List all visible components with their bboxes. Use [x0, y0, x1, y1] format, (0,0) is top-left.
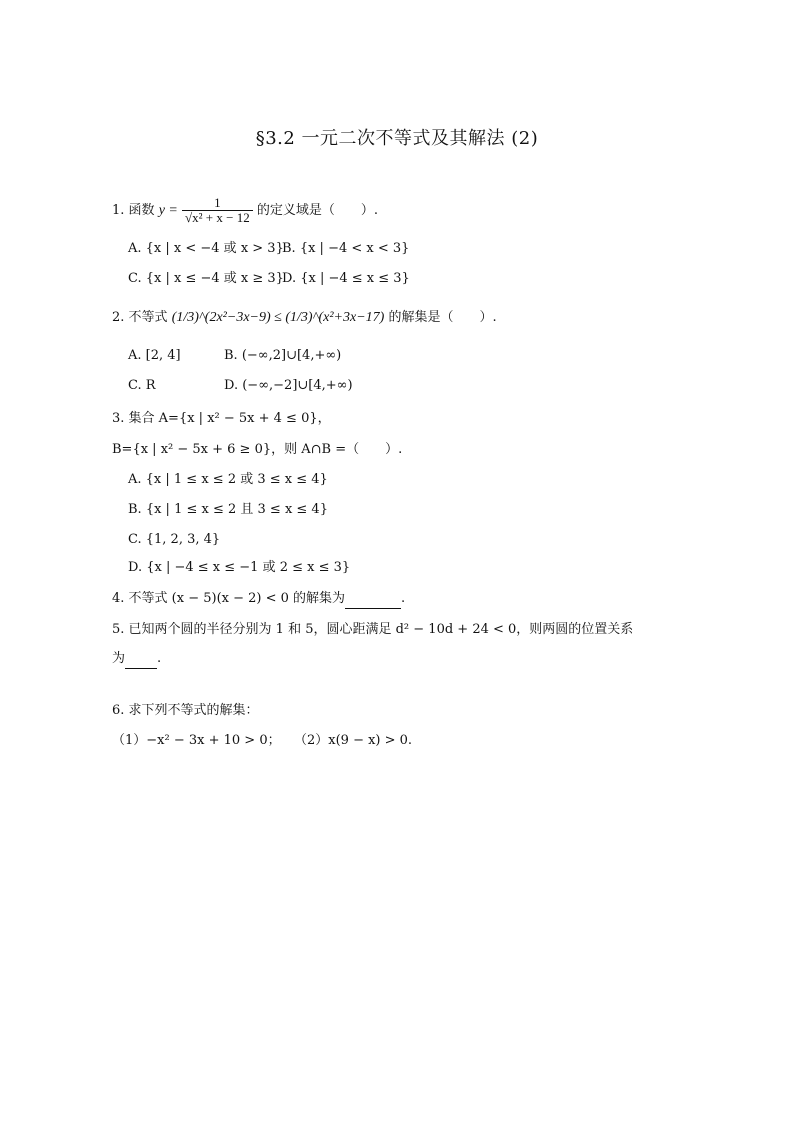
question-1-prefix: 1. 函数	[112, 203, 155, 218]
q2-option-b: B. (−∞,2]∪[4,+∞)	[224, 348, 342, 363]
q1-fraction	[182, 196, 253, 225]
q1-option-d: D. {x | −4 ≤ x ≤ 3}	[282, 271, 410, 286]
question-3-line-1: 3. 集合 A={x | x² − 5x + 4 ≤ 0}，	[112, 411, 331, 426]
q5-answer-blank	[125, 650, 157, 669]
q3-option-a: A. {x | 1 ≤ x ≤ 2 或 3 ≤ x ≤ 4}	[128, 472, 328, 487]
q1-numerator: 1	[182, 196, 253, 211]
question-4	[112, 590, 405, 609]
q2-formula: (1/3)^(2x²−3x−9) ≤ (1/3)^(x²+3x−17)	[171, 310, 385, 325]
q2-option-d: D. (−∞,−2]∪[4,+∞)	[224, 378, 353, 393]
question-2-prefix: 2. 不等式	[112, 310, 168, 325]
q1-denominator: √x² + x − 12	[185, 210, 250, 225]
question-1	[112, 196, 378, 225]
question-5-line-2	[112, 650, 161, 669]
q1-option-a: A. {x | x < −4 或 x > 3}	[128, 241, 284, 256]
page-title: §3.2 一元二次不等式及其解法 (2)	[255, 128, 539, 149]
question-1-suffix: 的定义域是（ ）.	[256, 203, 378, 218]
question-5-line-2-text: 为	[112, 651, 126, 666]
q3-option-d: D. {x | −4 ≤ x ≤ −1 或 2 ≤ x ≤ 3}	[128, 560, 351, 575]
q6-part-2: （2）x(9 − x) > 0.	[294, 733, 413, 748]
question-5-end: .	[157, 651, 162, 666]
question-2-suffix: 的解集是（ ）.	[388, 310, 497, 325]
q3-option-c: C. {1, 2, 3, 4}	[128, 532, 221, 547]
question-4-text: 4. 不等式 (x − 5)(x − 2) < 0 的解集为	[112, 591, 346, 606]
q6-part-1: （1）−x² − 3x + 10 > 0；	[112, 733, 281, 748]
q2-option-a: A. [2, 4]	[128, 348, 181, 363]
question-5-line-1: 5. 已知两个圆的半径分别为 1 和 5，圆心距满足 d² − 10d + 24 < 0，则两圆的位置关系	[112, 622, 634, 637]
q2-option-c: C. R	[128, 378, 156, 393]
q1-option-b: B. {x | −4 < x < 3}	[282, 241, 410, 256]
q3-option-b: B. {x | 1 ≤ x ≤ 2 且 3 ≤ x ≤ 4}	[128, 502, 328, 517]
q1-option-c: C. {x | x ≤ −4 或 x ≥ 3}	[128, 271, 284, 286]
question-6: 6. 求下列不等式的解集：	[112, 703, 259, 718]
q4-answer-blank	[345, 590, 401, 609]
question-3-line-2: B={x | x² − 5x + 6 ≥ 0}，则 A∩B =（ ）.	[112, 442, 403, 457]
question-2	[112, 309, 497, 327]
q1-formula-lhs: y =	[158, 203, 178, 218]
question-4-end: .	[401, 591, 406, 606]
